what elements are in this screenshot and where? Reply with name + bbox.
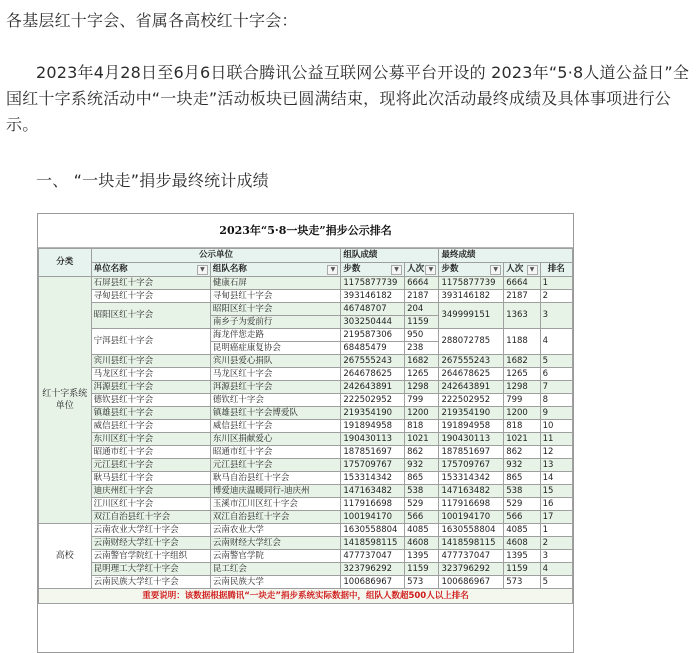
team-people-cell: 238 [405, 342, 439, 355]
rank-cell: 2 [540, 537, 572, 550]
team-people-cell: 4608 [405, 537, 439, 550]
final-people-cell: 932 [504, 459, 540, 472]
team-name-cell: 云南民族大学 [210, 576, 340, 589]
final-steps-cell: 147163482 [439, 485, 504, 498]
important-note: 重要说明：该数据根据腾讯“一块走”捐步系统实际数据中，组队人数超500人以上排名 [39, 589, 573, 604]
team-name-cell: 昆明癌症康复协会 [210, 342, 340, 355]
team-people-cell: 865 [405, 472, 439, 485]
final-steps-cell: 191894958 [439, 420, 504, 433]
rank-cell: 15 [540, 485, 572, 498]
table-row [39, 355, 573, 368]
table-body [39, 277, 573, 604]
table-row [39, 303, 573, 316]
rank-cell: 13 [540, 459, 572, 472]
team-steps-cell: 1630558804 [341, 524, 405, 537]
unit-name-cell: 宾川县红十字会 [91, 355, 210, 368]
team-people-cell: 1021 [405, 433, 439, 446]
header-team-people[interactable]: 人次 ▼ [405, 263, 439, 277]
table-row [39, 550, 573, 563]
final-steps-cell: 153314342 [439, 472, 504, 485]
team-steps-cell: 153314342 [341, 472, 405, 485]
rank-cell: 9 [540, 407, 572, 420]
rank-cell: 4 [540, 563, 572, 576]
final-people-cell: 1021 [504, 433, 540, 446]
rank-cell: 16 [540, 498, 572, 511]
rank-cell: 17 [540, 511, 572, 524]
final-people-cell: 865 [504, 472, 540, 485]
team-name-cell: 云南财经大学红会 [210, 537, 340, 550]
table-row [39, 381, 573, 394]
unit-name-cell: 德钦县红十字会 [91, 394, 210, 407]
team-people-cell: 862 [405, 446, 439, 459]
team-name-cell: 寻甸县红十字会 [210, 290, 340, 303]
team-steps-cell: 303250444 [341, 316, 405, 329]
final-steps-cell: 222502952 [439, 394, 504, 407]
filter-dropdown-icon[interactable]: ▼ [327, 265, 338, 275]
team-steps-cell: 477737047 [341, 550, 405, 563]
team-people-cell: 1682 [405, 355, 439, 368]
salutation: 各基层红十字会、省属各高校红十字会： [6, 11, 298, 30]
ranking-table [38, 248, 573, 604]
team-name-cell: 海龙伴您走路 [210, 329, 340, 342]
team-steps-cell: 187851697 [341, 446, 405, 459]
header-final-people[interactable]: 人次 ▼ [504, 263, 540, 277]
final-people-cell: 1395 [504, 550, 540, 563]
table-row [39, 459, 573, 472]
section-heading: 一、 “一块走”捐步最终统计成绩 [36, 171, 269, 190]
team-people-cell: 4085 [405, 524, 439, 537]
unit-name-cell: 迪庆州红十字会 [91, 485, 210, 498]
team-name-cell: 德钦红十字会 [210, 394, 340, 407]
unit-name-cell: 东川区红十字会 [91, 433, 210, 446]
final-steps-cell: 1175877739 [439, 277, 504, 290]
team-name-cell: 云南警官学院 [210, 550, 340, 563]
unit-name-cell: 双江自治县红十字会 [91, 511, 210, 524]
rank-cell: 6 [540, 368, 572, 381]
team-people-cell: 1298 [405, 381, 439, 394]
final-people-cell: 1200 [504, 407, 540, 420]
unit-name-cell: 昆明理工大学红十字会 [91, 563, 210, 576]
category-redcross: 红十字系统单位 [39, 277, 92, 524]
final-steps-cell: 219354190 [439, 407, 504, 420]
final-people-cell: 6664 [504, 277, 540, 290]
team-people-cell: 1200 [405, 407, 439, 420]
category-university: 高校 [39, 524, 92, 589]
header-category: 分类 [39, 249, 92, 277]
team-people-cell: 204 [405, 303, 439, 316]
team-name-cell: 玉溪市江川区红十字会 [210, 498, 340, 511]
table-row [39, 446, 573, 459]
unit-name-cell: 云南财经大学红十字会 [91, 537, 210, 550]
table-row [39, 498, 573, 511]
rank-cell: 4 [540, 329, 572, 355]
final-steps-cell: 393146182 [439, 290, 504, 303]
unit-name-cell: 寻甸县红十字会 [91, 290, 210, 303]
team-people-cell: 2187 [405, 290, 439, 303]
table-row [39, 576, 573, 589]
unit-name-cell: 石屏县红十字会 [91, 277, 210, 290]
table-title: 2023年“5·8一块走”捐步公示排名 [38, 214, 573, 248]
team-steps-cell: 175709767 [341, 459, 405, 472]
table-row [39, 511, 573, 524]
team-steps-cell: 100194170 [341, 511, 405, 524]
team-people-cell: 1395 [405, 550, 439, 563]
filter-dropdown-icon[interactable]: ▼ [490, 265, 501, 275]
team-steps-cell: 393146182 [341, 290, 405, 303]
team-people-cell: 573 [405, 576, 439, 589]
table-row [39, 433, 573, 446]
team-name-cell: 昆工红会 [210, 563, 340, 576]
unit-name-cell: 洱源县红十字会 [91, 381, 210, 394]
team-people-cell: 932 [405, 459, 439, 472]
team-name-cell: 元江县红十字会 [210, 459, 340, 472]
unit-name-cell: 江川区红十字会 [91, 498, 210, 511]
team-people-cell: 1159 [405, 316, 439, 329]
final-people-cell: 799 [504, 394, 540, 407]
team-name-cell: 健康石屏 [210, 277, 340, 290]
unit-name-cell: 云南农业大学红十字会 [91, 524, 210, 537]
rank-cell: 1 [540, 277, 572, 290]
unit-name-cell: 昭通市红十字会 [91, 446, 210, 459]
team-name-cell: 威信县红十字会 [210, 420, 340, 433]
final-people-cell: 818 [504, 420, 540, 433]
team-name-cell: 宾川县爱心捐队 [210, 355, 340, 368]
table-row [39, 485, 573, 498]
team-people-cell: 538 [405, 485, 439, 498]
header-team-name[interactable]: 组队名称 ▼ [210, 263, 340, 277]
header-team-result: 组队成绩 [341, 249, 439, 263]
team-people-cell: 818 [405, 420, 439, 433]
team-name-cell: 洱源县红十字会 [210, 381, 340, 394]
final-steps-cell: 117916698 [439, 498, 504, 511]
team-steps-cell: 190430113 [341, 433, 405, 446]
final-steps-cell: 323796292 [439, 563, 504, 576]
final-people-cell: 4608 [504, 537, 540, 550]
final-steps-cell: 267555243 [439, 355, 504, 368]
header-team-steps[interactable]: 步数 ▼ [341, 263, 405, 277]
header-unit-name[interactable]: 单位名称 ▼ [91, 263, 210, 277]
team-steps-cell: 219587306 [341, 329, 405, 342]
team-name-cell: 镇雄县红十字会博爱队 [210, 407, 340, 420]
final-people-cell: 529 [504, 498, 540, 511]
team-name-cell: 昭阳区红十字会 [210, 303, 340, 316]
rank-cell: 3 [540, 550, 572, 563]
unit-name-cell: 耿马县红十字会 [91, 472, 210, 485]
final-steps-cell: 100194170 [439, 511, 504, 524]
team-people-cell: 1265 [405, 368, 439, 381]
final-people-cell: 862 [504, 446, 540, 459]
table-row [39, 563, 573, 576]
team-people-cell: 799 [405, 394, 439, 407]
team-people-cell: 1159 [405, 563, 439, 576]
final-steps-cell: 1418598115 [439, 537, 504, 550]
final-people-cell: 1298 [504, 381, 540, 394]
final-people-cell: 1188 [504, 329, 540, 355]
rank-cell: 3 [540, 303, 572, 329]
team-name-cell: 南乡子为爱前行 [210, 316, 340, 329]
rank-cell: 11 [540, 433, 572, 446]
unit-name-cell: 宁洱县红十字会 [91, 329, 210, 355]
final-steps-cell: 1630558804 [439, 524, 504, 537]
rank-cell: 8 [540, 394, 572, 407]
table-row [39, 472, 573, 485]
header-rank: 排名 [540, 263, 572, 277]
table-row [39, 394, 573, 407]
team-name-cell: 马龙区红十字会 [210, 368, 340, 381]
team-steps-cell: 264678625 [341, 368, 405, 381]
team-people-cell: 6664 [405, 277, 439, 290]
rank-cell: 1 [540, 524, 572, 537]
rank-cell: 12 [540, 446, 572, 459]
table-row [39, 290, 573, 303]
team-steps-cell: 1418598115 [341, 537, 405, 550]
final-steps-cell: 175709767 [439, 459, 504, 472]
unit-name-cell: 云南警官学院红十字组织 [91, 550, 210, 563]
team-steps-cell: 222502952 [341, 394, 405, 407]
final-steps-cell: 477737047 [439, 550, 504, 563]
final-people-cell: 1682 [504, 355, 540, 368]
table-row [39, 277, 573, 290]
rank-cell: 7 [540, 381, 572, 394]
final-people-cell: 1265 [504, 368, 540, 381]
team-name-cell: 耿马自治县红十字会 [210, 472, 340, 485]
team-steps-cell: 191894958 [341, 420, 405, 433]
team-people-cell: 566 [405, 511, 439, 524]
table-row [39, 420, 573, 433]
note-row [39, 589, 573, 604]
final-steps-cell: 190430113 [439, 433, 504, 446]
final-people-cell: 2187 [504, 290, 540, 303]
table-row [39, 524, 573, 537]
team-steps-cell: 323796292 [341, 563, 405, 576]
rank-cell: 5 [540, 355, 572, 368]
final-people-cell: 573 [504, 576, 540, 589]
team-name-cell: 博爱迪庆温暖同行-迪庆州 [210, 485, 340, 498]
final-steps-cell: 264678625 [439, 368, 504, 381]
unit-name-cell: 马龙区红十字会 [91, 368, 210, 381]
rank-cell: 14 [540, 472, 572, 485]
team-people-cell: 950 [405, 329, 439, 342]
unit-name-cell: 威信县红十字会 [91, 420, 210, 433]
final-steps-cell: 349999151 [439, 303, 504, 329]
filter-dropdown-icon[interactable]: ▼ [425, 265, 436, 275]
team-name-cell: 东川区捐献爱心 [210, 433, 340, 446]
rank-cell: 10 [540, 420, 572, 433]
filter-dropdown-icon[interactable]: ▼ [527, 265, 538, 275]
team-steps-cell: 242643891 [341, 381, 405, 394]
header-final-result: 最终成绩 [439, 249, 573, 263]
table-row [39, 368, 573, 381]
final-people-cell: 1363 [504, 303, 540, 329]
team-people-cell: 529 [405, 498, 439, 511]
rank-cell: 2 [540, 290, 572, 303]
table-row [39, 537, 573, 550]
unit-name-cell: 昭阳区红十字会 [91, 303, 210, 329]
final-steps-cell: 288072785 [439, 329, 504, 355]
team-steps-cell: 68485479 [341, 342, 405, 355]
final-steps-cell: 242643891 [439, 381, 504, 394]
header-public-unit: 公示单位 [91, 249, 341, 263]
filter-dropdown-icon[interactable]: ▼ [197, 265, 208, 275]
team-steps-cell: 147163482 [341, 485, 405, 498]
header-final-steps[interactable]: 步数 ▼ [439, 263, 504, 277]
team-steps-cell: 219354190 [341, 407, 405, 420]
team-steps-cell: 46748707 [341, 303, 405, 316]
team-name-cell: 双江自治县红十字会 [210, 511, 340, 524]
final-people-cell: 4085 [504, 524, 540, 537]
team-steps-cell: 267555243 [341, 355, 405, 368]
team-steps-cell: 117916698 [341, 498, 405, 511]
final-people-cell: 1159 [504, 563, 540, 576]
team-steps-cell: 1175877739 [341, 277, 405, 290]
unit-name-cell: 元江县红十字会 [91, 459, 210, 472]
final-steps-cell: 187851697 [439, 446, 504, 459]
unit-name-cell: 镇雄县红十字会 [91, 407, 210, 420]
ranking-table-image [37, 213, 574, 653]
final-people-cell: 538 [504, 485, 540, 498]
intro-paragraph: 2023年4月28日至6月6日联合腾讯公益互联网公募平台开设的 2023年“5·8人道公益日”全国红十字系统活动中“一块走”活动板块已圆满结束，现将此次活动最终成绩及具体事项进行公示。 [6, 63, 690, 134]
unit-name-cell: 云南民族大学红十字会 [91, 576, 210, 589]
team-steps-cell: 100686967 [341, 576, 405, 589]
filter-dropdown-icon[interactable]: ▼ [391, 265, 402, 275]
rank-cell: 5 [540, 576, 572, 589]
final-people-cell: 566 [504, 511, 540, 524]
final-steps-cell: 100686967 [439, 576, 504, 589]
table-row [39, 329, 573, 342]
team-name-cell: 云南农业大学 [210, 524, 340, 537]
table-row [39, 407, 573, 420]
team-name-cell: 昭通市红十字会 [210, 446, 340, 459]
